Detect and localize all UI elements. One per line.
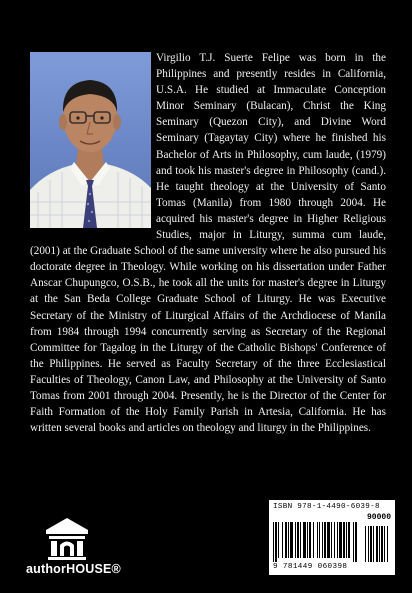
barcode-bar — [309, 522, 311, 558]
barcode-addon-bar — [373, 526, 374, 562]
barcode-bar — [327, 522, 330, 558]
authorhouse-logo — [26, 516, 121, 578]
barcode-bar — [343, 522, 345, 558]
barcode-bar — [317, 522, 318, 558]
barcode-bar — [295, 522, 296, 558]
barcode-bar — [278, 522, 279, 558]
barcode-bar — [346, 522, 347, 558]
publisher-name: authorHOUSE® — [26, 562, 121, 576]
barcode-addon-bar — [381, 526, 383, 562]
barcode-bar — [337, 522, 338, 558]
barcode-bar — [322, 522, 323, 558]
isbn-barcode — [269, 500, 395, 575]
barcode-addon-bar — [368, 526, 369, 562]
author-biography-text: Virgilio T.J. Suerte Felipe was born in the Philippines and presently resides in California, U.S.A. He studied at Immaculate Conception Minor Seminary (Bulacan), Christ the King Seminary (Quezon City), and Divine Word Seminary (Tagaytay City) where he finished his Bachelor of Arts in Philosophy, cum laude, (1979) and took his master's degree in Philosophy (cand.). He taught theology at the University of Santo Tomas (Manila) from 1980 through 2004. He acquired his master's degree in Higher Religious Studies, major in Liturgy, summa cum laude, (2001) at the Graduate School of the same university where he also pursued his doctorate degree in Theology. While working on his dissertation under Father Anscar Chupungco, O.S.B., he took all the units for master's degree in Liturgy at the San Beda College Graduate School of Liturgy. He was Executive Secretary of the Ministry of Liturgical Affairs of the Archdiocese of Manila from 1984 through 1994 concurrently serving as Secretary of the Regional Committee for Tagalog in the Liturgy of the Catholic Bishops' Conference of the Philippines. He served as Faculty Secretary of the three Ecclesiastical Faculties of Theology, Canon Law, and Philosophy at the University of Santo Tomas from 2001 through 2004. Presently, he is the Director of the Center for Faith Formation of the Holy Family Parish in Artesia, California. He has written several books and articles on theology and liturgy in the Philippines. — [30, 52, 386, 435]
barcode-bar — [313, 522, 314, 558]
barcode-bar — [353, 522, 354, 562]
barcode-bar — [300, 522, 301, 558]
barcode-bar — [307, 522, 308, 558]
barcode-bar — [303, 522, 306, 558]
barcode-icon — [273, 522, 391, 562]
barcode-bar — [273, 522, 274, 562]
photo-text-wrap-space — [30, 50, 156, 236]
price-code: 90000 — [366, 513, 391, 522]
barcode-addon-bar — [384, 526, 385, 562]
barcode-bar — [348, 522, 350, 558]
barcode-addon-bar — [376, 526, 378, 562]
barcode-addon-bar — [370, 526, 372, 562]
barcode-bar — [290, 522, 293, 558]
barcode-bar — [282, 522, 283, 558]
isbn-label: ISBN 978-1-4490-6039-8 — [273, 503, 380, 511]
barcode-bar — [275, 522, 277, 562]
barcode-bar — [288, 522, 289, 558]
barcode-bar — [355, 522, 357, 562]
authorhouse-logo-icon — [44, 516, 90, 560]
barcode-bar — [319, 522, 320, 558]
barcode-bar — [331, 522, 332, 558]
author-biography — [30, 50, 386, 436]
barcode-bar — [324, 522, 326, 558]
barcode-bar — [339, 522, 342, 558]
barcode-bar — [334, 522, 335, 558]
barcode-addon-bar — [365, 526, 366, 562]
barcode-bar — [285, 522, 287, 558]
barcode-bar — [297, 522, 299, 558]
barcode-addon-bar — [379, 526, 380, 562]
barcode-addon-bar — [387, 526, 388, 562]
ean-digits: 9 781449 060398 — [273, 563, 348, 571]
